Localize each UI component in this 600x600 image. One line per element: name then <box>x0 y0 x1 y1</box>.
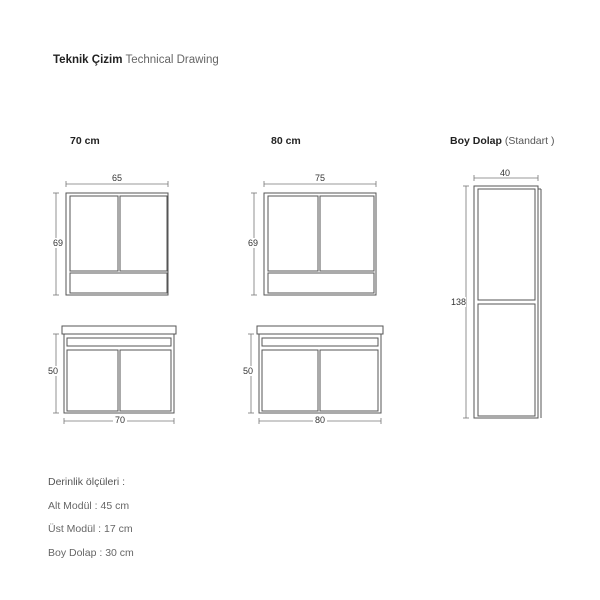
depth-note-line: Üst Modül : 17 cm <box>48 523 133 535</box>
dim-tall-height: 138 <box>451 297 467 307</box>
dim-70-lower-width: 70 <box>115 415 126 425</box>
dim-80-upper-width: 75 <box>315 173 326 183</box>
column-label-80: 80 cm <box>271 135 301 147</box>
lower-cabinet-70 <box>62 326 176 413</box>
lower-cabinet-80 <box>257 326 383 413</box>
depth-notes <box>48 474 134 568</box>
column-label-tall-sub: (Standart ) <box>504 135 555 147</box>
upper-cabinet-80 <box>264 193 376 295</box>
dim-80-lower-height: 50 <box>243 366 254 376</box>
dim-tall-width: 40 <box>500 168 511 178</box>
depth-note-line: Alt Modül : 45 cm <box>48 499 130 512</box>
depth-note-line: Boy Dolap : 30 cm <box>48 546 134 559</box>
upper-cabinet-70 <box>66 193 168 295</box>
column-label-tall-main: Boy Dolap <box>450 135 502 147</box>
dim-80-upper-height: 69 <box>248 238 259 248</box>
column-label-70: 70 cm <box>70 135 100 147</box>
dim-70-upper-height: 69 <box>53 238 64 248</box>
tall-cabinet <box>474 186 541 418</box>
dim-80-lower-width: 80 <box>315 415 326 425</box>
title-light: Technical Drawing <box>125 54 219 66</box>
title-bold: Teknik Çizim <box>53 54 123 66</box>
dim-70-upper-width: 65 <box>112 173 123 183</box>
dim-70-lower-height: 50 <box>48 366 59 376</box>
depth-notes-heading: Derinlik ölçüleri : <box>48 476 126 488</box>
